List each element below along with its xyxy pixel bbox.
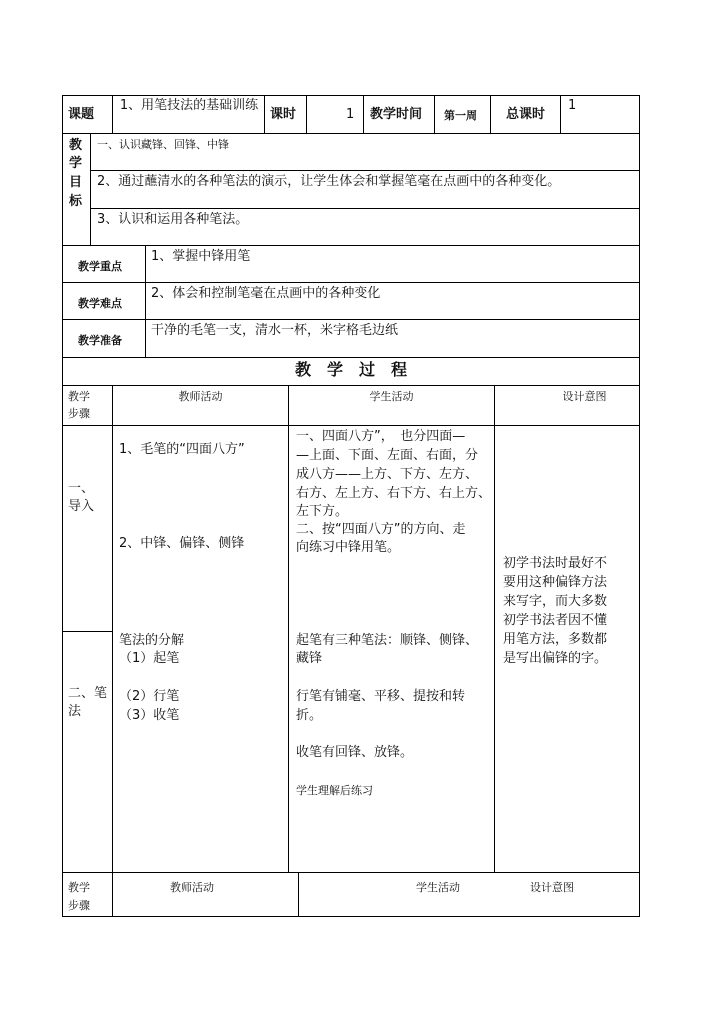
step-label: 一、 xyxy=(68,481,95,496)
teacher-activity: 2、中锋、偏锋、侧锋 xyxy=(119,536,245,551)
student-activity: 右方、左上方、右下方、右上方、 xyxy=(296,486,492,501)
table-border xyxy=(639,95,640,917)
design-note: 来写字，而大多数 xyxy=(503,594,608,609)
table-border xyxy=(490,95,491,133)
student-activity: 藏锋 xyxy=(296,651,323,666)
time-value: 第一周 xyxy=(444,109,477,122)
objective-item: 2、通过蘸清水的各种笔法的演示，让学生体会和掌握笔毫在点画中的各种变化。 xyxy=(97,174,561,189)
student-activity: 成八方——上方、下方、左方、 xyxy=(296,467,479,482)
col-steps: 教学 xyxy=(68,390,90,403)
hours-value: 1 xyxy=(346,107,355,122)
table-border xyxy=(90,170,639,171)
step-label: 导入 xyxy=(68,499,95,514)
design-note: 用笔方法，多数都 xyxy=(503,632,608,647)
col-steps: 步骤 xyxy=(68,407,90,420)
col-student: 学生活动 xyxy=(369,390,414,403)
student-activity: 二、按“四面八方”的方向、走 xyxy=(296,522,466,537)
footer-steps: 步骤 xyxy=(68,899,90,912)
table-border xyxy=(145,245,146,357)
student-activity: —上面、下面、左面、右面，分 xyxy=(296,448,479,463)
table-border xyxy=(62,631,112,632)
student-activity: 向练习中锋用笔。 xyxy=(296,540,401,555)
table-border xyxy=(560,95,561,133)
design-note: 是写出偏锋的字。 xyxy=(503,651,608,666)
preparation-label: 教学准备 xyxy=(78,334,122,347)
key-point-label: 教学重点 xyxy=(78,260,122,273)
table-border xyxy=(62,916,640,917)
total-value: 1 xyxy=(568,98,577,113)
table-border xyxy=(288,385,289,872)
table-border xyxy=(112,95,113,133)
topic-label: 课题 xyxy=(68,107,95,122)
difficulty-label: 教学难点 xyxy=(78,297,122,310)
teacher-activity: 1、毛笔的“四面八方” xyxy=(119,442,245,457)
teacher-activity: （3）收笔 xyxy=(119,708,180,723)
table-border xyxy=(112,385,113,872)
table-border xyxy=(434,95,435,133)
student-activity: 一、四面八方”， 也分四面— xyxy=(296,429,466,444)
table-border xyxy=(494,385,495,872)
table-border xyxy=(62,872,640,873)
col-design: 设计意图 xyxy=(562,390,607,403)
table-border xyxy=(363,95,364,133)
table-border xyxy=(62,95,640,96)
objectives-label-char: 目 xyxy=(69,175,83,190)
teacher-activity: 笔法的分解 xyxy=(119,633,185,648)
table-border xyxy=(112,872,113,917)
total-label: 总课时 xyxy=(506,107,546,122)
footer-design: 设计意图 xyxy=(530,881,574,894)
table-border xyxy=(298,872,299,917)
time-label: 教学时间 xyxy=(370,107,423,122)
key-point-value: 1、掌握中锋用笔 xyxy=(151,249,251,264)
student-activity: 行笔有铺毫、平移、提按和转 xyxy=(296,689,466,704)
process-title: 教 学 过 程 xyxy=(294,360,407,379)
table-border xyxy=(306,95,307,133)
design-note: 初学书法者因不懂 xyxy=(503,613,608,628)
objective-item: 3、认识和运用各种笔法。 xyxy=(97,212,249,227)
objective-item: 一、认识藏锋、回锋、中锋 xyxy=(97,138,229,151)
objectives-label-char: 学 xyxy=(69,156,83,171)
table-border xyxy=(62,319,640,320)
step-label: 二、笔 xyxy=(68,686,108,701)
student-activity: 起笔有三种笔法：顺锋、侧锋、 xyxy=(296,633,479,648)
objectives-label-char: 标 xyxy=(69,194,83,209)
student-activity: 收笔有回锋、放锋。 xyxy=(296,745,414,760)
design-note: 要用这种偏锋方法 xyxy=(503,575,608,590)
topic-value: 1、用笔技法的基础训练 xyxy=(119,98,259,113)
student-activity: 折。 xyxy=(296,708,323,723)
design-note: 初学书法时最好不 xyxy=(503,556,608,571)
footer-steps: 教学 xyxy=(68,881,90,894)
table-border xyxy=(90,208,639,209)
objectives-label-char: 教 xyxy=(69,138,83,153)
teacher-activity: （1）起笔 xyxy=(119,651,180,666)
step-label: 法 xyxy=(68,704,82,719)
footer-student: 学生活动 xyxy=(416,881,460,894)
difficulty-value: 2、体会和控制笔毫在点画中的各种变化 xyxy=(151,286,381,301)
table-border xyxy=(264,95,265,133)
table-border xyxy=(62,425,640,426)
table-border xyxy=(90,133,91,245)
hours-label: 课时 xyxy=(270,107,297,122)
table-border xyxy=(62,385,640,386)
preparation-value: 干净的毛笔一支，清水一杯，米字格毛边纸 xyxy=(151,323,399,338)
table-border xyxy=(62,282,640,283)
student-activity: 学生理解后练习 xyxy=(296,784,373,797)
table-border xyxy=(62,95,63,917)
table-border xyxy=(62,133,640,134)
col-teacher: 教师活动 xyxy=(178,390,223,403)
table-border xyxy=(62,245,640,246)
teacher-activity: （2）行笔 xyxy=(119,689,180,704)
footer-teacher: 教师活动 xyxy=(170,881,214,894)
student-activity: 左下方。 xyxy=(296,504,349,519)
